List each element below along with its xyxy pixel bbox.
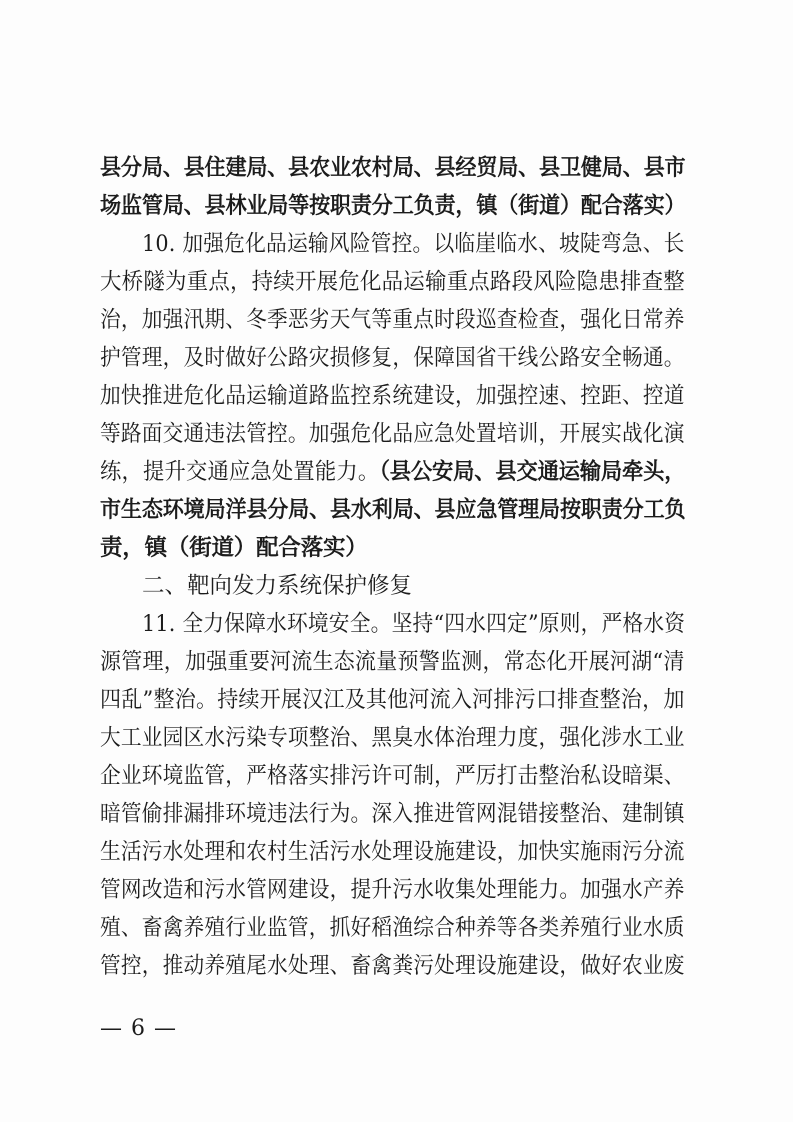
text-line: 四乱”整治。持续开展汉江及其他河流入河排污口排查整治，加: [100, 687, 685, 713]
text-line: 场监管局、县林业局等按职责分工负责，镇（街道）配合落实）: [100, 193, 686, 219]
section-11-title-line: 11. 全力保障水环境安全。坚持“四水四定”原则，严格水资: [142, 611, 686, 637]
text-line: [100, 457, 686, 487]
section-10-title-line: 10. 加强危化品运输风险管控。以临崖临水、坡陡弯急、长: [142, 231, 685, 257]
text-line: 责，镇（街道）配合落实）: [100, 535, 368, 561]
text-line: 治，加强汛期、冬季恶劣天气等重点时段巡查检查，强化日常养: [100, 307, 685, 333]
text-line: 源管理，加强重要河流生态流量预警监测，常态化开展河湖“清: [100, 649, 685, 675]
text-line: 殖、畜禽养殖行业监管，抓好稻渔综合种养等各类养殖行业水质: [100, 915, 685, 941]
text-line: 管控，推动养殖尾水处理、畜禽粪污处理设施建设，做好农业废: [100, 953, 685, 979]
text-line: 暗管偷排漏排环境违法行为。深入推进管网混错接整治、建制镇: [100, 801, 685, 827]
text-line: 企业环境监管，严格落实排污许可制，严厉打击整治私设暗渠、: [100, 763, 685, 789]
section-heading: 二、靶向发力系统保护修复: [142, 573, 413, 599]
text-line: 大桥隧为重点，持续开展危化品运输重点路段风险隐患排查整: [100, 269, 685, 295]
text-line: 大工业园区水污染专项整治、黑臭水体治理力度，强化涉水工业: [100, 725, 685, 751]
text-line: 生活污水处理和农村生活污水处理设施建设，加快实施雨污分流: [100, 839, 685, 865]
text-line: 等路面交通违法管控。加强危化品应急处置培训，开展实战化演: [100, 421, 685, 447]
text-line: 市生态环境局洋县分局、县水利局、县应急管理局按职责分工负: [100, 497, 686, 523]
responsibility-note: （县公安局、县交通运输局牵头，: [379, 459, 686, 485]
text-line: 加快推进危化品运输道路监控系统建设，加强控速、控距、控道: [100, 383, 685, 409]
text-line: 护管理，及时做好公路灾损修复，保障国省干线公路安全畅通。: [100, 345, 685, 371]
text-line: 管网改造和污水管网建设，提升污水收集处理能力。加强水产养: [100, 877, 685, 903]
page-number: — 6 —: [100, 1016, 177, 1041]
text-segment: 练，提升交通应急处置能力。: [100, 459, 380, 485]
text-line: 县分局、县住建局、县农业农村局、县经贸局、县卫健局、县市: [100, 155, 686, 181]
